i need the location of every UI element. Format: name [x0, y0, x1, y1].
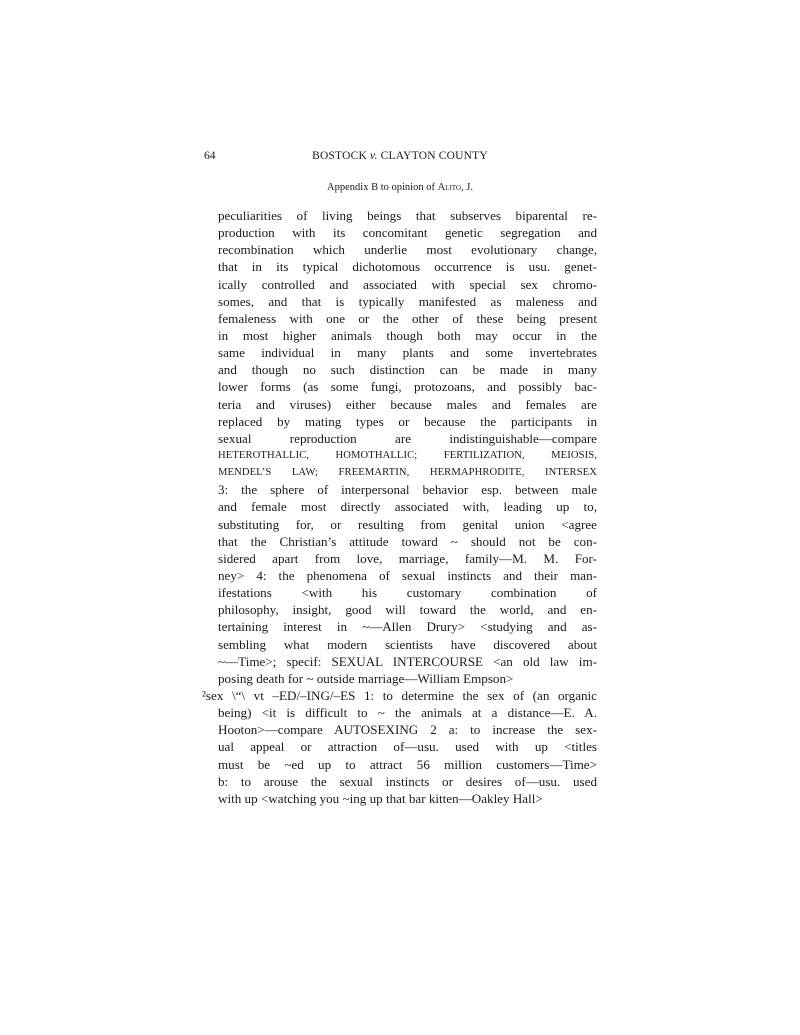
text-line: MENDEL’S LAW; FREEMARTIN, HERMAPHRODITE, INTERSEX: [218, 467, 597, 479]
text-line: sidered apart from love, marriage, family—M. M. For-: [218, 550, 597, 566]
text-line: ney> 4: the phenomena of sexual instincts and their man-: [218, 567, 597, 583]
text-line: being) <it is difficult to ~ the animals at a distance—E. A.: [218, 705, 597, 721]
text-line: teria and viruses) either because males and females are: [218, 396, 597, 412]
text-line: femaleness with one or the other of these being present: [218, 310, 597, 326]
text-line: philosophy, insight, good will toward the world, and en-: [218, 602, 597, 618]
text-line: in most higher animals though both may occur in the: [218, 327, 597, 343]
case-title: BOSTOCK v. CLAYTON COUNTY: [312, 150, 488, 162]
text-line: that in its typical dichotomous occurrence is usu. genet-: [218, 259, 597, 275]
text-line: ifestations <with his customary combination of: [218, 585, 597, 601]
text-line: same individual in many plants and some invertebrates: [218, 345, 597, 361]
running-header: [0, 150, 800, 166]
text-line: lower forms (as some fungi, protozoans, and possibly bac-: [218, 379, 597, 395]
text-line: with up <watching you ~ing up that bar kitten—Oakley Hall>: [218, 790, 543, 806]
text-line: production with its concomitant genetic segregation and: [218, 225, 597, 241]
text-line: posing death for ~ outside marriage—William Empson>: [218, 670, 514, 686]
text-line: ~—Time>; specif: SEXUAL INTERCOURSE <an old law im-: [218, 653, 597, 669]
text-line: 3: the sphere of interpersonal behavior esp. between male: [218, 482, 597, 498]
text-line: sembling what modern scientists have discovered about: [218, 636, 597, 652]
appendix-subheading: Appendix B to opinion of Alito, J.: [327, 182, 473, 193]
text-line: and though no such distinction can be made in many: [218, 362, 597, 378]
text-line: b: to arouse the sexual instincts or desires of—usu. used: [218, 773, 597, 789]
text-line: recombination which underlie most evolutionary change,: [218, 242, 597, 258]
page-number: 64: [204, 150, 216, 162]
text-line: Hooton>—compare AUTOSEXING 2 a: to increase the sex-: [218, 722, 597, 738]
text-line: that the Christian’s attitude toward ~ should not be con-: [218, 533, 597, 549]
text-line: ual appeal or attraction of—usu. used with up <titles: [218, 739, 597, 755]
text-line: peculiarities of living beings that subserves biparental re-: [218, 208, 597, 223]
text-line: replaced by mating types or because the participants in: [218, 413, 597, 429]
text-line: must be ~ed up to attract 56 million customers—Time>: [218, 756, 597, 772]
text-line: ically controlled and associated with special sex chromo-: [218, 276, 597, 292]
text-line: sexual reproduction are indistinguishable—compare: [218, 430, 597, 446]
dictionary-excerpt: [202, 207, 597, 807]
text-line: HETEROTHALLIC, HOMOTHALLIC; FERTILIZATION, MEIOSIS,: [218, 449, 597, 461]
text-line: substituting for, or resulting from genital union <agree: [218, 516, 597, 532]
text-line: somes, and that is typically manifested as maleness and: [218, 293, 597, 309]
text-line: tertaining interest in ~—Allen Drury> <studying and as-: [218, 619, 597, 635]
text-line: and female most directly associated with, leading up to,: [218, 499, 597, 515]
entry-headword-line: ²sex \“\ vt –ED/–ING/–ES 1: to determine the sex of (an organic: [202, 687, 597, 703]
